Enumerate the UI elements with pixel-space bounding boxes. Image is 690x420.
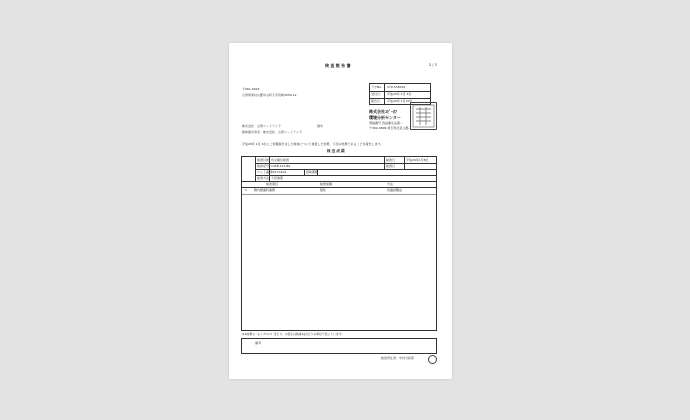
lab-company-line2: 環境分析センター <box>369 115 401 120</box>
client-address: 山形県東村山郡中山町大字長崎3050-12 <box>242 93 297 97</box>
col-header-result: 検査成績 <box>320 182 333 186</box>
received-value: 平成29年 1月 6日 <box>387 92 412 96</box>
issued-label: 報告日 <box>371 99 381 103</box>
section-title: 検 査 成 績 <box>327 149 345 153</box>
item-name: 腸内細菌科菌群 <box>254 188 276 192</box>
report-title: 検 査 報 告 書 <box>325 63 351 68</box>
client-postal: 〒061-0023 <box>242 87 260 91</box>
meta-value-purpose: 自主衛生検査 <box>271 158 290 162</box>
lab-no-label: ラボNo. <box>371 85 382 89</box>
meta-value-date: 平成29年1月8日 <box>406 158 429 162</box>
item-no: 1 <box>245 188 247 192</box>
remarks-box <box>241 338 437 354</box>
meta-value-code: 1458-121-BS <box>271 164 291 168</box>
item-method: 培養試験法 <box>387 188 403 192</box>
remarks-label: 備考 <box>255 341 262 345</box>
meta-label-date2: 検査日 <box>386 164 396 168</box>
meta-label-purpose: 検査目的 <box>257 158 270 162</box>
received-label: 受付日 <box>371 92 381 96</box>
company-seal <box>410 102 437 130</box>
client-honorific: 御中 <box>317 124 324 128</box>
lab-company-line1: 株式会社ﾕﾋﾟｰｵﾌ <box>369 109 397 114</box>
footnote: ※※結果の「g（ﾐﾘﾘｯﾄﾙ）当たり」の表示は検体1g当たりの単位で表しています。 <box>242 332 345 336</box>
meta-label-expiry: 賞味期限 <box>306 170 319 174</box>
meta-label-method: 検査方法 <box>257 176 270 180</box>
meta-label-date: 検査日 <box>386 158 396 162</box>
meta-label-code: 検体記号 <box>257 164 270 168</box>
lab-no-value: 170-535054 <box>387 85 406 89</box>
results-table <box>241 156 437 331</box>
issued-value: 平成29年 1月30日 <box>387 99 413 103</box>
intro-text: 平成29年 1月 6日にご依頼頂きました検体について検査した結果、下記の結果であることを報告します。 <box>242 142 384 146</box>
lab-registration: 登録番号 食品衛生法第… <box>369 121 403 125</box>
item-result: 陰性 <box>320 188 327 192</box>
col-header-item: 検査項目 <box>266 182 279 186</box>
inspector: 検査責任者：中村分析部 <box>381 356 415 360</box>
page-number: 2 / 3 <box>429 63 437 67</box>
client-company: 株式会社 山形ユートランド <box>242 124 282 128</box>
lab-address: 〒362-0806 埼玉県北足立郡… <box>369 126 412 130</box>
meta-value-lot: 20170102 <box>271 170 287 174</box>
inspector-seal <box>428 355 437 364</box>
meta-value-method: 下記参照 <box>271 176 284 180</box>
col-header-method: 方法 <box>387 182 394 186</box>
sample-submitter: 検体提出者名：株式会社 山形ユートランド <box>242 130 303 134</box>
report-page <box>229 43 452 379</box>
meta-label-lot: ロット番号 <box>257 170 272 174</box>
